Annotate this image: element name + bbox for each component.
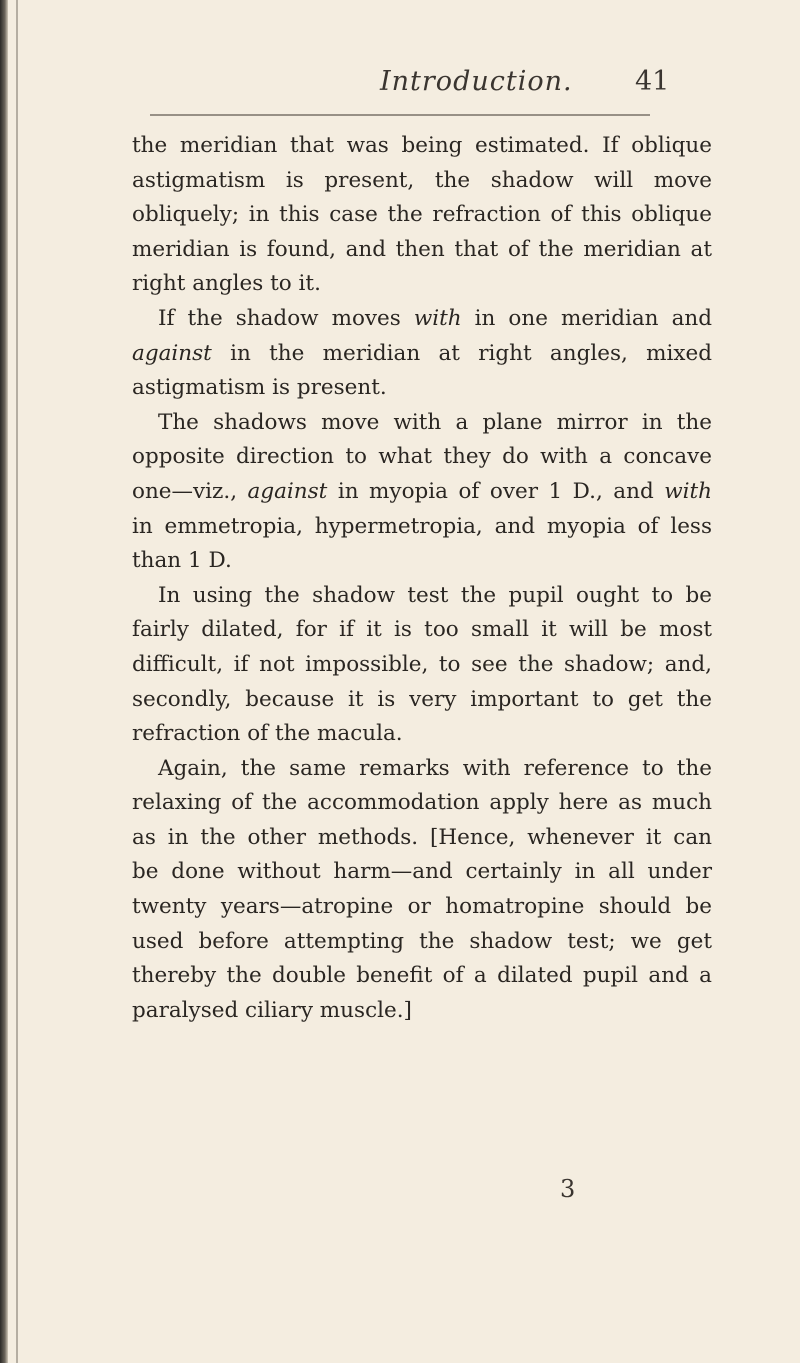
- text-line: twenty years—atropine or homatropine should be: [132, 894, 712, 920]
- text-line: right angles to it.: [132, 271, 321, 297]
- text-line: astigmatism is present.: [132, 375, 387, 401]
- text-line: refraction of the macula.: [132, 721, 403, 747]
- text-line: used before attempting the shadow test; we get: [132, 928, 712, 954]
- text-line: In using the shadow test the pupil ought to be: [158, 582, 712, 608]
- text-line: paralysed ciliary muscle.]: [132, 997, 412, 1023]
- text-line: obliquely; in this case the refraction of this oblique: [132, 202, 712, 228]
- page-number: 41: [635, 66, 670, 97]
- body-text: [132, 129, 712, 1028]
- text-line: Again, the same remarks with reference to the: [158, 755, 712, 781]
- text-line: If the shadow moves with in one meridian and: [158, 305, 712, 331]
- text-line: fairly dilated, for if it is too small it will be most: [132, 617, 712, 643]
- text-line: one—viz., against in myopia of over 1 D., and with: [132, 478, 712, 504]
- text-line: than 1 D.: [132, 548, 232, 574]
- running-title: Introduction.: [380, 66, 573, 97]
- page-gutter-shadow: [0, 0, 8, 1363]
- text-line: relaxing of the accommodation apply here as much: [132, 790, 712, 816]
- text-line: in emmetropia, hypermetropia, and myopia of less: [132, 513, 712, 539]
- text-line: astigmatism is present, the shadow will move: [132, 167, 712, 193]
- text-line: the meridian that was being estimated. If oblique: [132, 133, 712, 158]
- text-line: secondly, because it is very important to get the: [132, 686, 712, 712]
- text-line: against in the meridian at right angles, mixed: [132, 340, 712, 366]
- binding-edge: [16, 0, 18, 1363]
- header-rule: [150, 114, 650, 116]
- text-line: thereby the double benefit of a dilated pupil and a: [132, 963, 712, 989]
- text-line: difficult, if not impossible, to see the shadow; and,: [132, 651, 712, 677]
- signature-mark: 3: [560, 1175, 576, 1203]
- page-header: [0, 66, 800, 106]
- text-line: The shadows move with a plane mirror in the: [158, 409, 712, 435]
- text-line: opposite direction to what they do with a concave: [132, 444, 712, 470]
- text-line: meridian is found, and then that of the meridian at: [132, 236, 712, 262]
- text-line: be done without harm—and certainly in all under: [132, 859, 712, 885]
- text-line: as in the other methods. [Hence, whenever it can: [132, 824, 712, 850]
